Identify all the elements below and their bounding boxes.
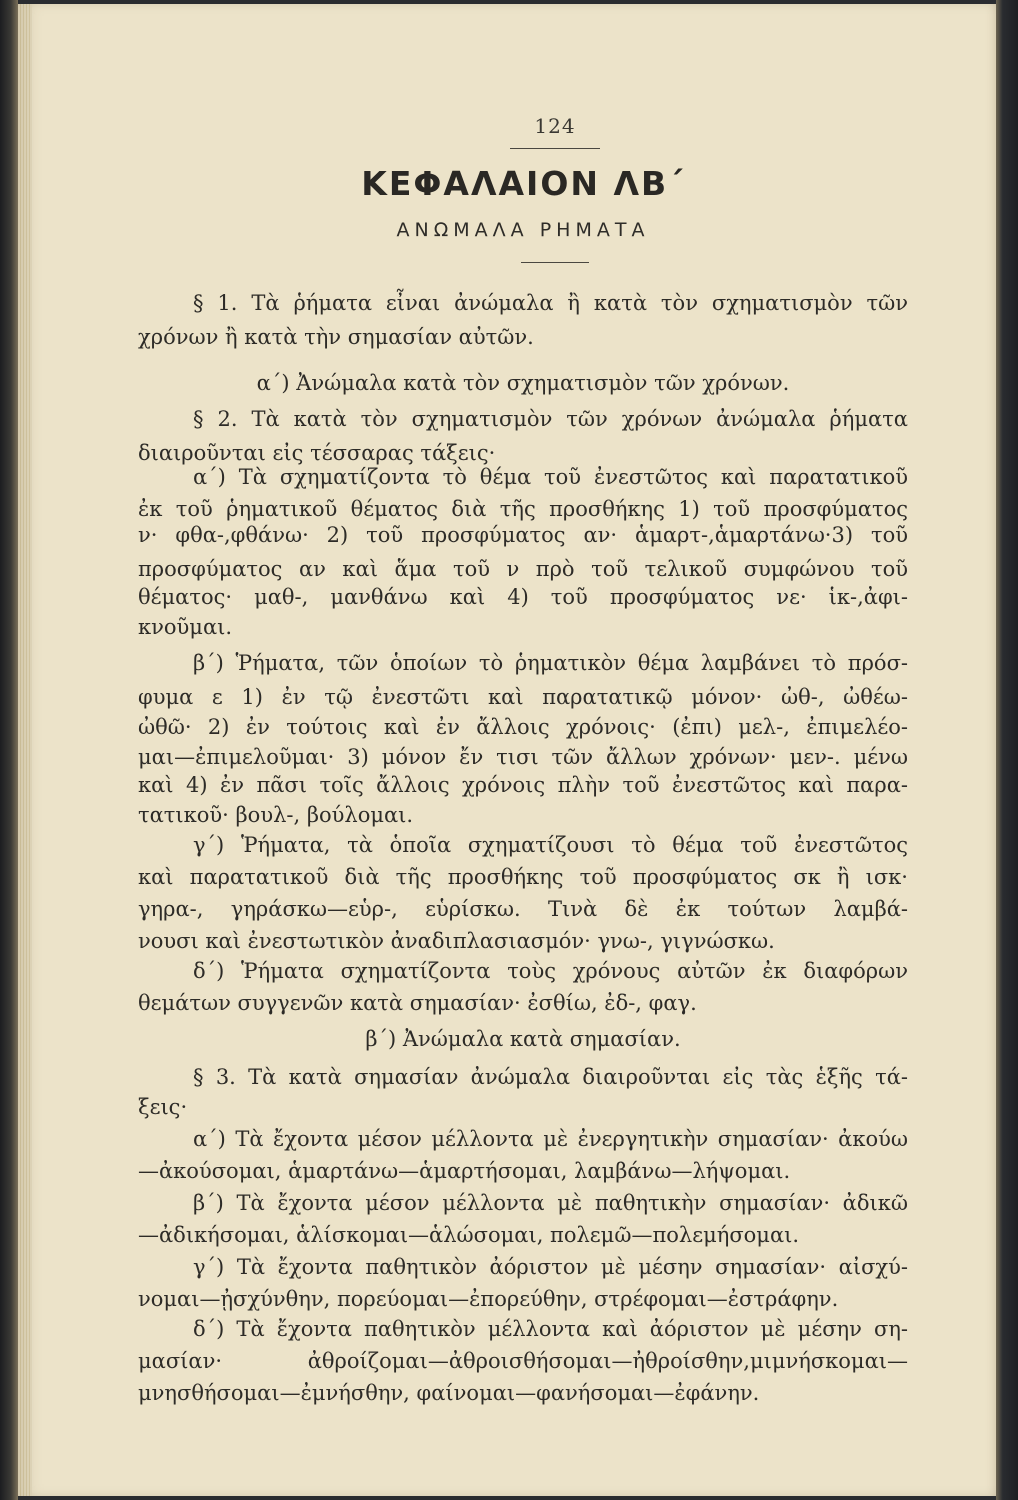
text-line: προσφύματος αν καὶ ἅμα τοῦ ν πρὸ τοῦ τελικοῦ συμφώνου τοῦ <box>138 557 908 581</box>
section-heading: β΄) Ἀνώμαλα κατὰ σημασίαν. <box>365 1027 681 1051</box>
title-rule <box>521 262 589 263</box>
text-line: —ἀδικήσομαι, ἁλίσκομαι—ἁλώσομαι, πολεμῶ—πολεμήσομαι. <box>138 1223 800 1247</box>
chapter-subtitle: ΑΝΩΜΑΛΑ ΡΗΜΑΤΑ <box>396 219 650 241</box>
text-line: θέματος· μαθ-, μανθάνω καὶ 4) τοῦ προσφύματος νε· ἱκ-,ἀφι- <box>138 585 908 609</box>
text-line: ὠθῶ· 2) ἐν τούτοις καὶ ἐν ἄλλοις χρόνοις· (ἐπι) μελ-, ἐπιμελέο- <box>138 715 908 739</box>
text-line: β΄) Ῥήματα, τῶν ὁποίων τὸ ῥηματικὸν θέμα λαμβάνει τὸ πρόσ- <box>193 651 908 675</box>
text-line: α΄) Τὰ σχηματίζοντα τὸ θέμα τοῦ ἐνεστῶτος καὶ παρατατικοῦ <box>193 465 908 489</box>
text-line: μασίαν· ἀθροίζομαι—ἀθροισθήσομαι—ἠθροίσθην,μιμνήσκομαι— <box>138 1349 908 1373</box>
text-line: ν· φθα-,φθάνω· 2) τοῦ προσφύματος αν· ἁμαρτ-,ἁμαρτάνω·3) τοῦ <box>138 523 908 547</box>
page-number: 124 <box>534 114 576 138</box>
text-line: δ΄) Ῥήματα σχηματίζοντα τοὺς χρόνους αὐτῶν ἐκ διαφόρων <box>193 959 908 983</box>
page-number-rule <box>510 148 600 149</box>
chapter-title: ΚΕΦΑΛΑΙΟΝ ΛΒ΄ <box>361 164 685 203</box>
text-line: νομαι—ᾐσχύνθην, πορεύομαι—ἐπορεύθην, στρέφομαι—ἐστράφην. <box>138 1287 839 1311</box>
text-line: γ΄) Τὰ ἔχοντα παθητικὸν ἀόριστον μὲ μέσην σημασίαν· αἰσχύ- <box>193 1255 908 1279</box>
text-line: νουσι καὶ ἐνεστωτικὸν ἀναδιπλασιασμόν· γνω-, γιγνώσκω. <box>138 929 775 953</box>
text-line: καὶ 4) ἐν πᾶσι τοῖς ἄλλοις χρόνοις πλὴν τοῦ ἐνεστῶτος καὶ παρα- <box>138 773 908 797</box>
page-edges <box>18 4 32 1496</box>
section-heading: α΄) Ἀνώμαλα κατὰ τὸν σχηματισμὸν τῶν χρόνων. <box>256 371 790 395</box>
text-line: μαι—ἐπιμελοῦμαι· 3) μόνον ἔν τισι τῶν ἄλλων χρόνων· μεν-. μένω <box>138 745 908 769</box>
text-line: —ἀκούσομαι, ἁμαρτάνω—ἁμαρτήσομαι, λαμβάνω—λήψομαι. <box>138 1159 791 1183</box>
text-line: διαιροῦνται εἰς τέσσαρας τάξεις· <box>138 441 496 465</box>
text-line: ξεις· <box>138 1095 188 1119</box>
text-line: α΄) Τὰ ἔχοντα μέσον μέλλοντα μὲ ἐνεργητικὴν σημασίαν· ἀκούω <box>193 1127 908 1151</box>
text-line: θεμάτων συγγενῶν κατὰ σημασίαν· ἐσθίω, ἐδ-, φαγ. <box>138 991 697 1015</box>
text-line: χρόνων ἢ κατὰ τὴν σημασίαν αὐτῶν. <box>138 325 534 349</box>
text-line: δ΄) Τὰ ἔχοντα παθητικὸν μέλλοντα καὶ ἀόριστον μὲ μέσην ση- <box>193 1317 908 1341</box>
text-line: § 3. Τὰ κατὰ σημασίαν ἀνώμαλα διαιροῦνται εἰς τὰς ἑξῆς τά- <box>193 1065 908 1089</box>
text-line: φυμα ε 1) ἐν τῷ ἐνεστῶτι καὶ παρατατικῷ μόνον· ὠθ-, ὠθέω- <box>138 685 908 709</box>
text-line: β΄) Τὰ ἔχοντα μέσον μέλλοντα μὲ παθητικὴν σημασίαν· ἀδικῶ <box>193 1191 908 1215</box>
text-line: ἐκ τοῦ ῥηματικοῦ θέματος διὰ τῆς προσθήκης 1) τοῦ προσφύματος <box>138 497 908 521</box>
text-line: κνοῦμαι. <box>138 615 233 639</box>
text-line: τατικοῦ· βουλ-, βούλομαι. <box>138 803 414 827</box>
book-binding <box>0 0 18 1500</box>
text-line: γ΄) Ῥήματα, τὰ ὁποῖα σχηματίζουσι τὸ θέμα τοῦ ἐνεστῶτος <box>193 833 908 857</box>
text-line: μνησθήσομαι—ἐμνήσθην, φαίνομαι—φανήσομαι—ἐφάνην. <box>138 1381 760 1405</box>
text-line: καὶ παρατατικοῦ διὰ τῆς προσθήκης τοῦ προσφύματος σκ ἢ ισκ· <box>138 865 908 889</box>
book-page <box>18 4 996 1496</box>
text-line: § 1. Τὰ ῥήματα εἶναι ἀνώμαλα ἢ κατὰ τὸν σχηματισμὸν τῶν <box>193 291 908 315</box>
book-edge-right <box>996 0 1018 1500</box>
text-line: γηρα-, γηράσκω—εὑρ-, εὑρίσκω. Τινὰ δὲ ἐκ τούτων λαμβά- <box>138 897 908 921</box>
text-line: § 2. Τὰ κατὰ τὸν σχηματισμὸν τῶν χρόνων ἀνώμαλα ῥήματα <box>193 407 908 431</box>
